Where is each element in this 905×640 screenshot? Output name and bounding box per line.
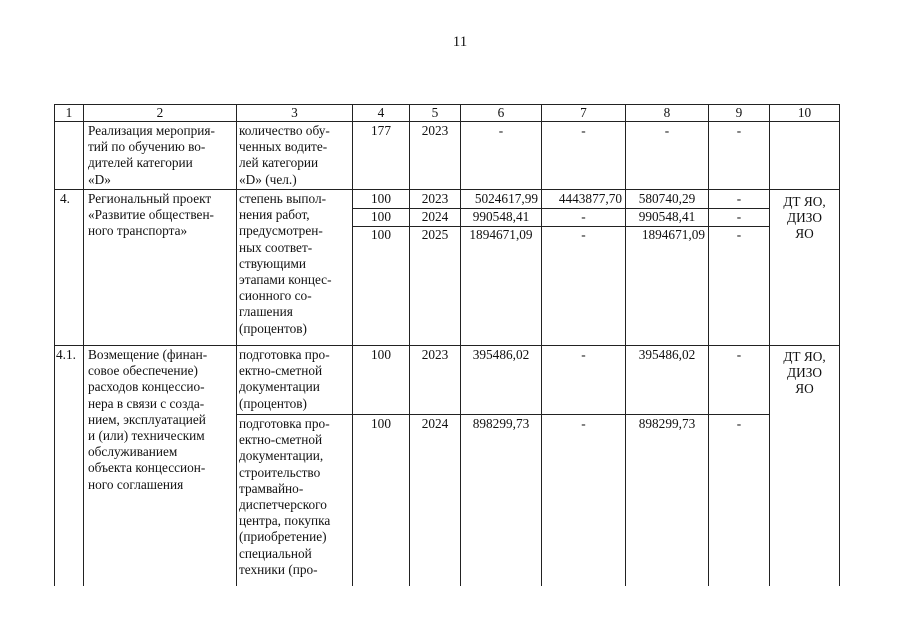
row-4-indicator: степень выпол- нения работ, предусмотрен- ных соответ- ствующими этапами концес- сионного со- глашения (процентов): [239, 191, 332, 336]
row-4-line-2-c8: 990548,41: [638, 209, 696, 224]
col-line: [83, 104, 84, 586]
row-d-training-c9: -: [736, 123, 742, 138]
header-col-7: 7: [580, 105, 587, 120]
header-col-9: 9: [735, 105, 743, 120]
header-col-6: 6: [497, 105, 505, 120]
header-col-8: 8: [663, 105, 671, 120]
row-4-number: 4.: [60, 191, 70, 206]
row-d-training-c7: -: [581, 123, 586, 138]
col-line: [708, 104, 709, 586]
row-d-training-c6: -: [498, 123, 504, 138]
row-separator: [54, 345, 840, 346]
row-d-training-year: 2023: [421, 123, 449, 138]
row-4-responsible: ДТ ЯО, ДИЗО ЯО: [783, 194, 826, 242]
header-col-5: 5: [431, 105, 439, 120]
row-4-line-3-c7: -: [581, 227, 586, 242]
row-4-line-2-c6: 990548,41: [472, 209, 530, 224]
row-4-1-sub-1-c9: -: [736, 347, 742, 362]
row-d-training-c8: -: [664, 123, 670, 138]
col-line: [625, 104, 626, 586]
row-4-1-sub-2-value: 100: [371, 416, 391, 431]
row-4-line-2-c7: -: [581, 209, 586, 224]
row-d-training-indicator: количество обу- ченных водите- лей категории «D» (чел.): [239, 123, 330, 187]
col-line: [409, 104, 410, 586]
row-4-1-sub-1-indicator: подготовка про- ектно-сметной документации (процентов): [239, 347, 330, 411]
page-number: 11: [452, 34, 468, 50]
row-4-line-3-value: 100: [371, 227, 391, 242]
row-4-line-1-c6: 5024617,99: [474, 191, 538, 206]
row-4-1-sub-2-c8: 898299,73: [638, 416, 696, 431]
row-4-line-2-year: 2024: [421, 209, 449, 224]
row-4-1-sub-1-c8: 395486,02: [638, 347, 696, 362]
row-4-line-1-c7: 4443877,70: [558, 191, 622, 206]
row-4-1-sub-2-indicator: подготовка про- ектно-сметной документации, строительство трамвайно- диспетчерского центра, покупка (приобретение) специальной техники (про-: [239, 416, 331, 577]
header-col-4: 4: [377, 105, 385, 120]
row-4-1-name: Возмещение (финан- совое обеспечение) расходов концессио- нера в связи с созда- нием, эксплуатацией и (или) техническим обслуживанием объекта концессион- ного соглашения: [88, 347, 208, 492]
table-border-right: [839, 104, 840, 586]
header-col-1: 1: [65, 105, 73, 120]
col-line: [769, 104, 770, 586]
row-4-line-3-c6: 1894671,09: [469, 227, 533, 242]
row-4-line-3-year: 2025: [421, 227, 449, 242]
row-4-line-1-value: 100: [371, 191, 391, 206]
row-4-1-sub-2-year: 2024: [421, 416, 449, 431]
col-line: [352, 104, 353, 586]
row-4-1-sub-2-c6: 898299,73: [472, 416, 530, 431]
table-border-left: [54, 104, 55, 586]
header-col-10: 10: [797, 105, 812, 120]
row-4-1-sub-2-c9: -: [736, 416, 742, 431]
row-4-1-sub-1-c6: 395486,02: [472, 347, 530, 362]
row-4-line-1-c8: 580740,29: [638, 191, 696, 206]
header-col-3: 3: [291, 105, 298, 120]
row-separator: [54, 189, 840, 190]
row-d-training-value: 177: [371, 123, 391, 138]
row-4-1-sub-1-year: 2023: [421, 347, 449, 362]
row-4-1-responsible: ДТ ЯО, ДИЗО ЯО: [783, 349, 826, 397]
row-4-line-1-c9: -: [736, 191, 742, 206]
row-4-line-2-c9: -: [736, 209, 742, 224]
header-col-2: 2: [156, 105, 164, 120]
row-4-1-sub-2-c7: -: [581, 416, 586, 431]
col-line: [236, 104, 237, 586]
row-4-line-3-c9: -: [736, 227, 742, 242]
row-4-1-sub-1-c7: -: [581, 347, 586, 362]
row-4-name: Региональный проект «Развитие обществен- ного транспорта»: [88, 191, 214, 239]
row-4-line-1-year: 2023: [421, 191, 449, 206]
row-4-1-sub-1-value: 100: [371, 347, 391, 362]
row-4-line-3-c8: 1894671,09: [641, 227, 705, 242]
row-d-training-name: Реализация мероприя- тий по обучению во- дителей категории «D»: [88, 123, 215, 187]
row-4-line-2-value: 100: [371, 209, 391, 224]
col-line: [541, 104, 542, 586]
row-4-1-number: 4.1.: [56, 347, 76, 362]
sub-row-separator: [237, 414, 769, 415]
col-line: [460, 104, 461, 586]
